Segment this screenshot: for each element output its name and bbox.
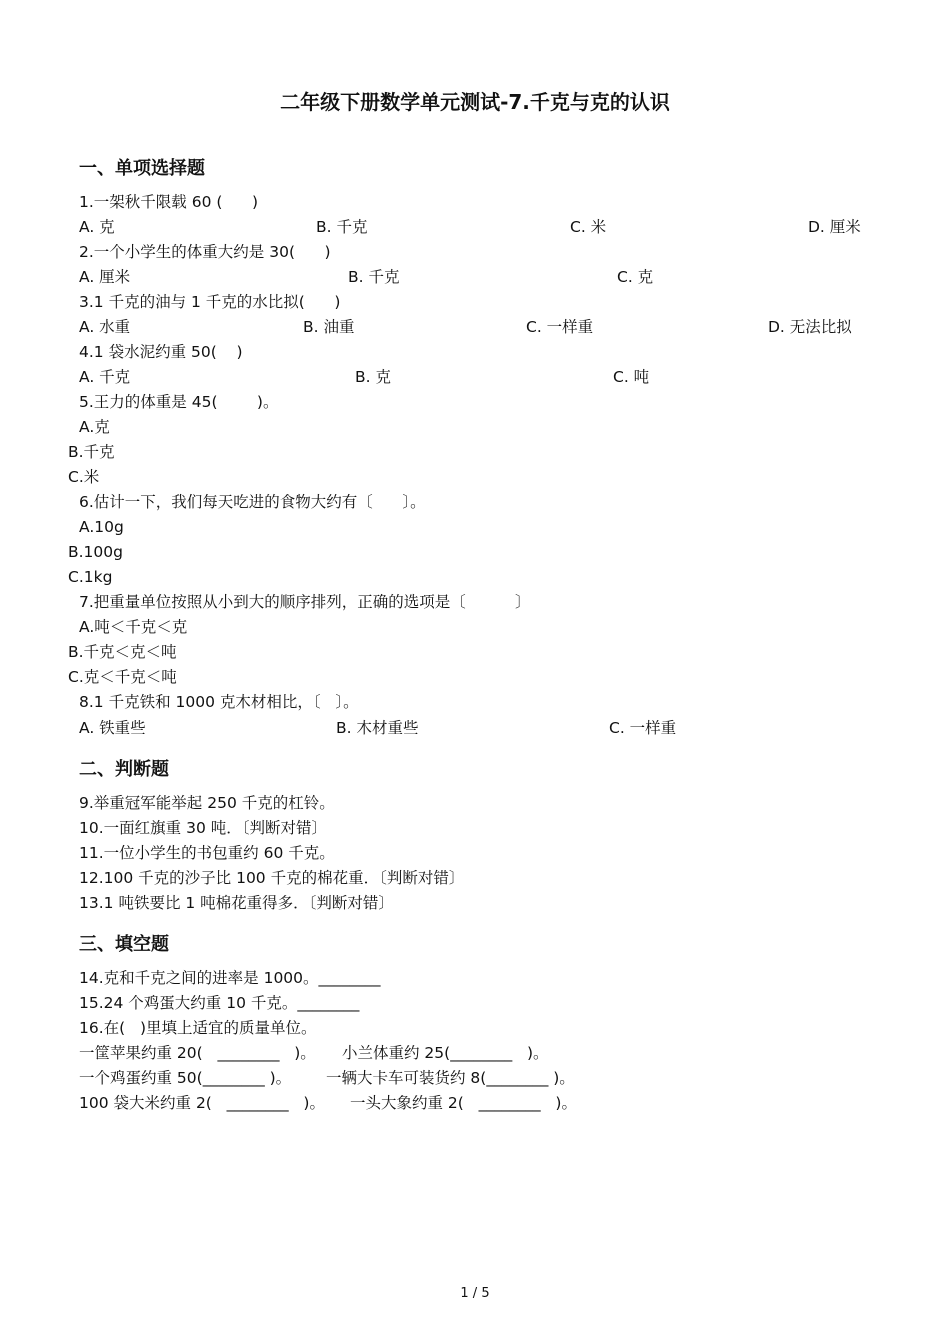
- section-heading-choice: 一、单项选择题: [79, 158, 205, 179]
- question-4-option-c: C. 吨: [613, 368, 650, 386]
- question-4-option-b: B. 克: [355, 368, 391, 386]
- question-7-stem: 7.把重量单位按照从小到大的顺序排列，正确的选项是〔 〕: [79, 593, 531, 611]
- question-9: 9.举重冠军能举起 250 千克的杠铃。: [79, 794, 335, 812]
- question-3-option-b: B. 油重: [303, 318, 355, 336]
- question-2-option-c: C. 克: [617, 268, 654, 286]
- question-6-option-a: A.10g: [79, 518, 124, 536]
- question-3-option-d: D. 无法比拟: [768, 318, 852, 336]
- question-1-option-c: C. 米: [570, 218, 607, 236]
- question-1-option-b: B. 千克: [316, 218, 368, 236]
- question-3-stem: 3.1 千克的油与 1 千克的水比拟( ): [79, 293, 341, 311]
- question-3-option-c: C. 一样重: [526, 318, 594, 336]
- question-4-option-a: A. 千克: [79, 368, 131, 386]
- question-1-stem: 1.一架秋千限载 60 ( ): [79, 193, 259, 211]
- question-7-option-a: A.吨＜千克＜克: [79, 618, 188, 636]
- page-number: 1 / 5: [460, 1286, 490, 1301]
- question-1-option-a: A. 克: [79, 218, 115, 236]
- question-5-option-a: A.克: [79, 418, 110, 436]
- question-8-option-c: C. 一样重: [609, 719, 677, 737]
- question-14: 14.克和千克之间的进率是 1000。________: [79, 969, 381, 987]
- section-heading-fill: 三、填空题: [79, 934, 169, 955]
- question-16-row-3-left: 100 袋大米约重 2( ________ )。: [79, 1094, 325, 1112]
- question-3-option-a: A. 水重: [79, 318, 131, 336]
- question-7-option-b: B.千克＜克＜吨: [68, 643, 177, 661]
- question-6-option-b: B.100g: [68, 543, 123, 561]
- question-16-row-2-right: 一辆大卡车可装货约 8(________ )。: [326, 1069, 575, 1087]
- question-1-option-d: D. 厘米: [808, 218, 861, 236]
- question-5-stem: 5.王力的体重是 45( )。: [79, 393, 279, 411]
- question-6-stem: 6.估计一下，我们每天吃进的食物大约有〔 〕。: [79, 493, 426, 511]
- question-2-option-a: A. 厘米: [79, 268, 131, 286]
- question-6-option-c: C.1kg: [68, 568, 113, 586]
- question-13: 13.1 吨铁要比 1 吨棉花重得多．〔判断对错〕: [79, 894, 394, 912]
- question-5-option-b: B.千克: [68, 443, 115, 461]
- question-8-option-b: B. 木材重些: [336, 719, 419, 737]
- section-heading-judge: 二、判断题: [79, 759, 169, 780]
- question-2-stem: 2.一个小学生的体重大约是 30( ): [79, 243, 331, 261]
- question-11: 11.一位小学生的书包重约 60 千克。: [79, 844, 335, 862]
- question-16-row-1-left: 一筐苹果约重 20( ________ )。: [79, 1044, 316, 1062]
- question-10: 10.一面红旗重 30 吨．〔判断对错〕: [79, 819, 327, 837]
- question-12: 12.100 千克的沙子比 100 千克的棉花重．〔判断对错〕: [79, 869, 465, 887]
- question-7-option-c: C.克＜千克＜吨: [68, 668, 177, 686]
- question-8-option-a: A. 铁重些: [79, 719, 146, 737]
- page-title: 二年级下册数学单元测试-7.千克与克的认识: [280, 90, 670, 114]
- question-16-row-1-right: 小兰体重约 25(________ )。: [342, 1044, 549, 1062]
- question-2-option-b: B. 千克: [348, 268, 400, 286]
- question-16-row-2-left: 一个鸡蛋约重 50(________ )。: [79, 1069, 292, 1087]
- question-16-row-3-right: 一头大象约重 2( ________ )。: [350, 1094, 577, 1112]
- question-4-stem: 4.1 袋水泥约重 50( ): [79, 343, 243, 361]
- question-15: 15.24 个鸡蛋大约重 10 千克。________: [79, 994, 360, 1012]
- question-16-stem: 16.在( )里填上适宜的质量单位。: [79, 1019, 317, 1037]
- question-5-option-c: C.米: [68, 468, 100, 486]
- question-8-stem: 8.1 千克铁和 1000 克木材相比，〔 〕。: [79, 693, 359, 711]
